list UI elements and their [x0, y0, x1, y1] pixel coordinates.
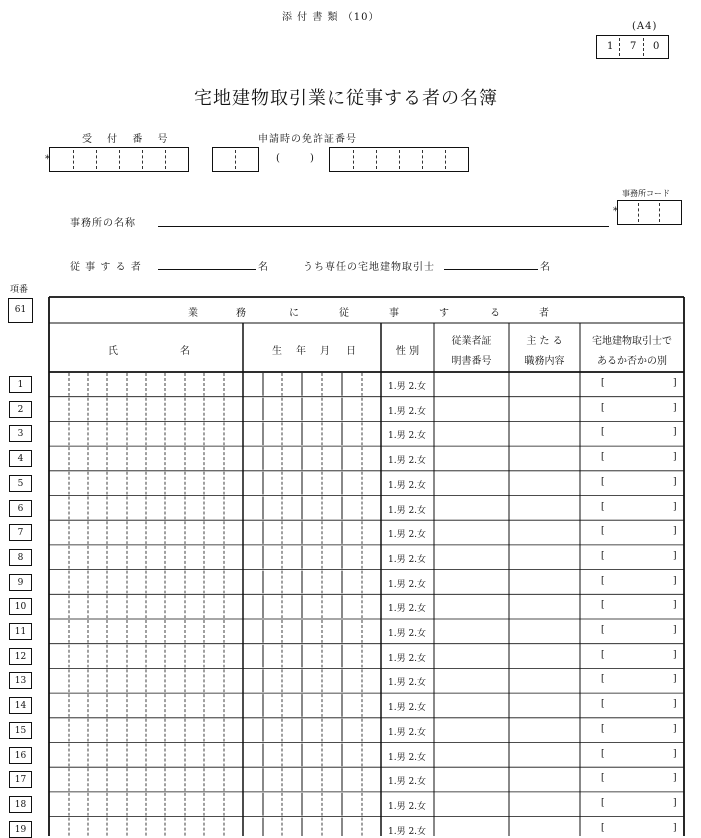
- agent-bracket-left: [: [601, 723, 605, 734]
- gender-option[interactable]: 1.男 2.女: [388, 777, 427, 788]
- row-number: 13: [9, 672, 32, 689]
- row-number: 7: [9, 524, 32, 541]
- section-title-char: る: [490, 308, 500, 319]
- row-number: 1: [9, 376, 32, 393]
- row-number: 5: [9, 475, 32, 492]
- row-number: 6: [9, 500, 32, 517]
- dedicated-agent-label: うち専任の宅地建物取引士: [303, 262, 435, 273]
- agent-bracket-left: [: [601, 427, 605, 438]
- row-number: 2: [9, 401, 32, 418]
- agent-bracket-right: ]: [673, 674, 677, 685]
- form-code-digit: 7: [630, 41, 638, 52]
- row-number: 9: [9, 574, 32, 591]
- gender-option[interactable]: 1.男 2.女: [388, 579, 427, 590]
- agent-bracket-right: ]: [673, 723, 677, 734]
- section-title-char: 者: [539, 308, 549, 319]
- agent-bracket-left: [: [601, 773, 605, 784]
- row-number: 12: [9, 648, 32, 665]
- row-number: 8: [9, 549, 32, 566]
- agent-bracket-right: ]: [673, 748, 677, 759]
- agent-bracket-left: [: [601, 699, 605, 710]
- page-title: 宅地建物取引業に従事する者の名簿: [194, 88, 498, 109]
- employee-count-label: 従 事 す る 者: [70, 262, 142, 273]
- paren-left: (: [276, 153, 281, 164]
- agent-bracket-right: ]: [673, 575, 677, 586]
- section-title-char: 務: [236, 308, 246, 319]
- agent-bracket-left: [: [601, 378, 605, 388]
- paper-size-label: (A4): [632, 21, 658, 32]
- col-birth-header: 年: [296, 346, 306, 357]
- asterisk-mark: *: [613, 206, 618, 217]
- agent-bracket-left: [: [601, 822, 605, 833]
- col-cert-header: 明書番号: [451, 356, 492, 367]
- agent-bracket-left: [: [601, 526, 605, 537]
- agent-bracket-left: [: [601, 452, 605, 463]
- gender-option[interactable]: 1.男 2.女: [388, 505, 427, 516]
- gender-option[interactable]: 1.男 2.女: [388, 752, 427, 763]
- agent-bracket-left: [: [601, 674, 605, 685]
- agent-bracket-right: ]: [673, 773, 677, 784]
- section-title-char: に: [289, 308, 299, 319]
- row-number: 16: [9, 747, 32, 764]
- section-title-char: 従: [339, 308, 349, 319]
- agent-bracket-right: ]: [673, 402, 677, 413]
- col-birth-header: 月: [320, 346, 330, 357]
- agent-bracket-right: ]: [673, 797, 677, 808]
- agent-bracket-left: [: [601, 625, 605, 635]
- row-number: 11: [9, 623, 32, 640]
- gender-option[interactable]: 1.男 2.女: [388, 653, 427, 664]
- agent-bracket-right: ]: [673, 526, 677, 537]
- agent-bracket-left: [: [601, 476, 605, 487]
- gender-option[interactable]: 1.男 2.女: [388, 382, 427, 392]
- col-name-header: 名: [180, 346, 190, 357]
- section-title-char: す: [439, 308, 449, 319]
- agent-bracket-right: ]: [673, 378, 677, 388]
- office-name-label: 事務所の名称: [70, 218, 136, 229]
- col-birth-header: 日: [346, 346, 356, 357]
- row-number: 19: [9, 821, 32, 838]
- section-title-char: 事: [389, 308, 399, 319]
- gender-option[interactable]: 1.男 2.女: [388, 406, 427, 417]
- col-cert-header: 従業者証: [451, 336, 492, 347]
- section-title-char: 業: [188, 308, 198, 319]
- agent-bracket-left: [: [601, 402, 605, 413]
- office-code-label: 事務所コード: [622, 189, 670, 198]
- gender-option[interactable]: 1.男 2.女: [388, 554, 427, 565]
- col-gender-header: 性 別: [395, 346, 420, 357]
- agent-bracket-left: [: [601, 600, 605, 611]
- gender-option[interactable]: 1.男 2.女: [388, 456, 427, 467]
- col-name-header: 氏: [108, 346, 118, 357]
- paren-right: ): [310, 153, 315, 164]
- col-agent-header: 宅地建物取引士で: [592, 336, 672, 347]
- col-duty-header: 職務内容: [524, 356, 565, 367]
- agent-bracket-right: ]: [673, 476, 677, 487]
- agent-bracket-left: [: [601, 748, 605, 759]
- gender-option[interactable]: 1.男 2.女: [388, 629, 427, 639]
- agent-bracket-left: [: [601, 501, 605, 512]
- form-code-digit: 0: [653, 41, 661, 52]
- receipt-number-label: 受 付 番 号: [82, 134, 174, 145]
- gender-option[interactable]: 1.男 2.女: [388, 530, 427, 541]
- agent-bracket-left: [: [601, 550, 605, 561]
- gender-option[interactable]: 1.男 2.女: [388, 826, 427, 837]
- agent-bracket-left: [: [601, 575, 605, 586]
- attachment-label: 添 付 書 類 （10）: [282, 12, 380, 23]
- agent-bracket-right: ]: [673, 600, 677, 611]
- row-number: 10: [9, 598, 32, 615]
- agent-bracket-right: ]: [673, 501, 677, 512]
- row-number: 18: [9, 796, 32, 813]
- gender-option[interactable]: 1.男 2.女: [388, 480, 427, 491]
- agent-bracket-left: [: [601, 649, 605, 660]
- item-number-label: 項番: [10, 285, 29, 295]
- gender-option[interactable]: 1.男 2.女: [388, 703, 427, 714]
- gender-option[interactable]: 1.男 2.女: [388, 727, 427, 738]
- agent-bracket-left: [: [601, 797, 605, 808]
- agent-bracket-right: ]: [673, 550, 677, 561]
- license-number-label: 申請時の免許証番号: [258, 134, 357, 145]
- item-code-box: 61: [8, 298, 33, 323]
- agent-bracket-right: ]: [673, 822, 677, 833]
- row-number: 17: [9, 771, 32, 788]
- employee-count-unit: 名: [258, 262, 269, 273]
- agent-bracket-right: ]: [673, 699, 677, 710]
- row-number: 3: [9, 425, 32, 442]
- form-code-digit: 1: [607, 41, 615, 52]
- row-number: 4: [9, 450, 32, 467]
- agent-bracket-right: ]: [673, 427, 677, 438]
- gender-option[interactable]: 1.男 2.女: [388, 431, 427, 442]
- gender-option[interactable]: 1.男 2.女: [388, 801, 427, 812]
- col-duty-header: 主 た る: [526, 336, 563, 347]
- gender-option[interactable]: 1.男 2.女: [388, 678, 427, 689]
- col-agent-header: あるか否かの別: [597, 356, 667, 367]
- dedicated-agent-unit: 名: [540, 262, 551, 273]
- agent-bracket-right: ]: [673, 452, 677, 463]
- col-birth-header: 生: [272, 346, 282, 357]
- row-number: 14: [9, 697, 32, 714]
- gender-option[interactable]: 1.男 2.女: [388, 604, 427, 615]
- agent-bracket-right: ]: [673, 625, 677, 635]
- agent-bracket-right: ]: [673, 649, 677, 660]
- asterisk-mark: *: [45, 154, 50, 165]
- row-number: 15: [9, 722, 32, 739]
